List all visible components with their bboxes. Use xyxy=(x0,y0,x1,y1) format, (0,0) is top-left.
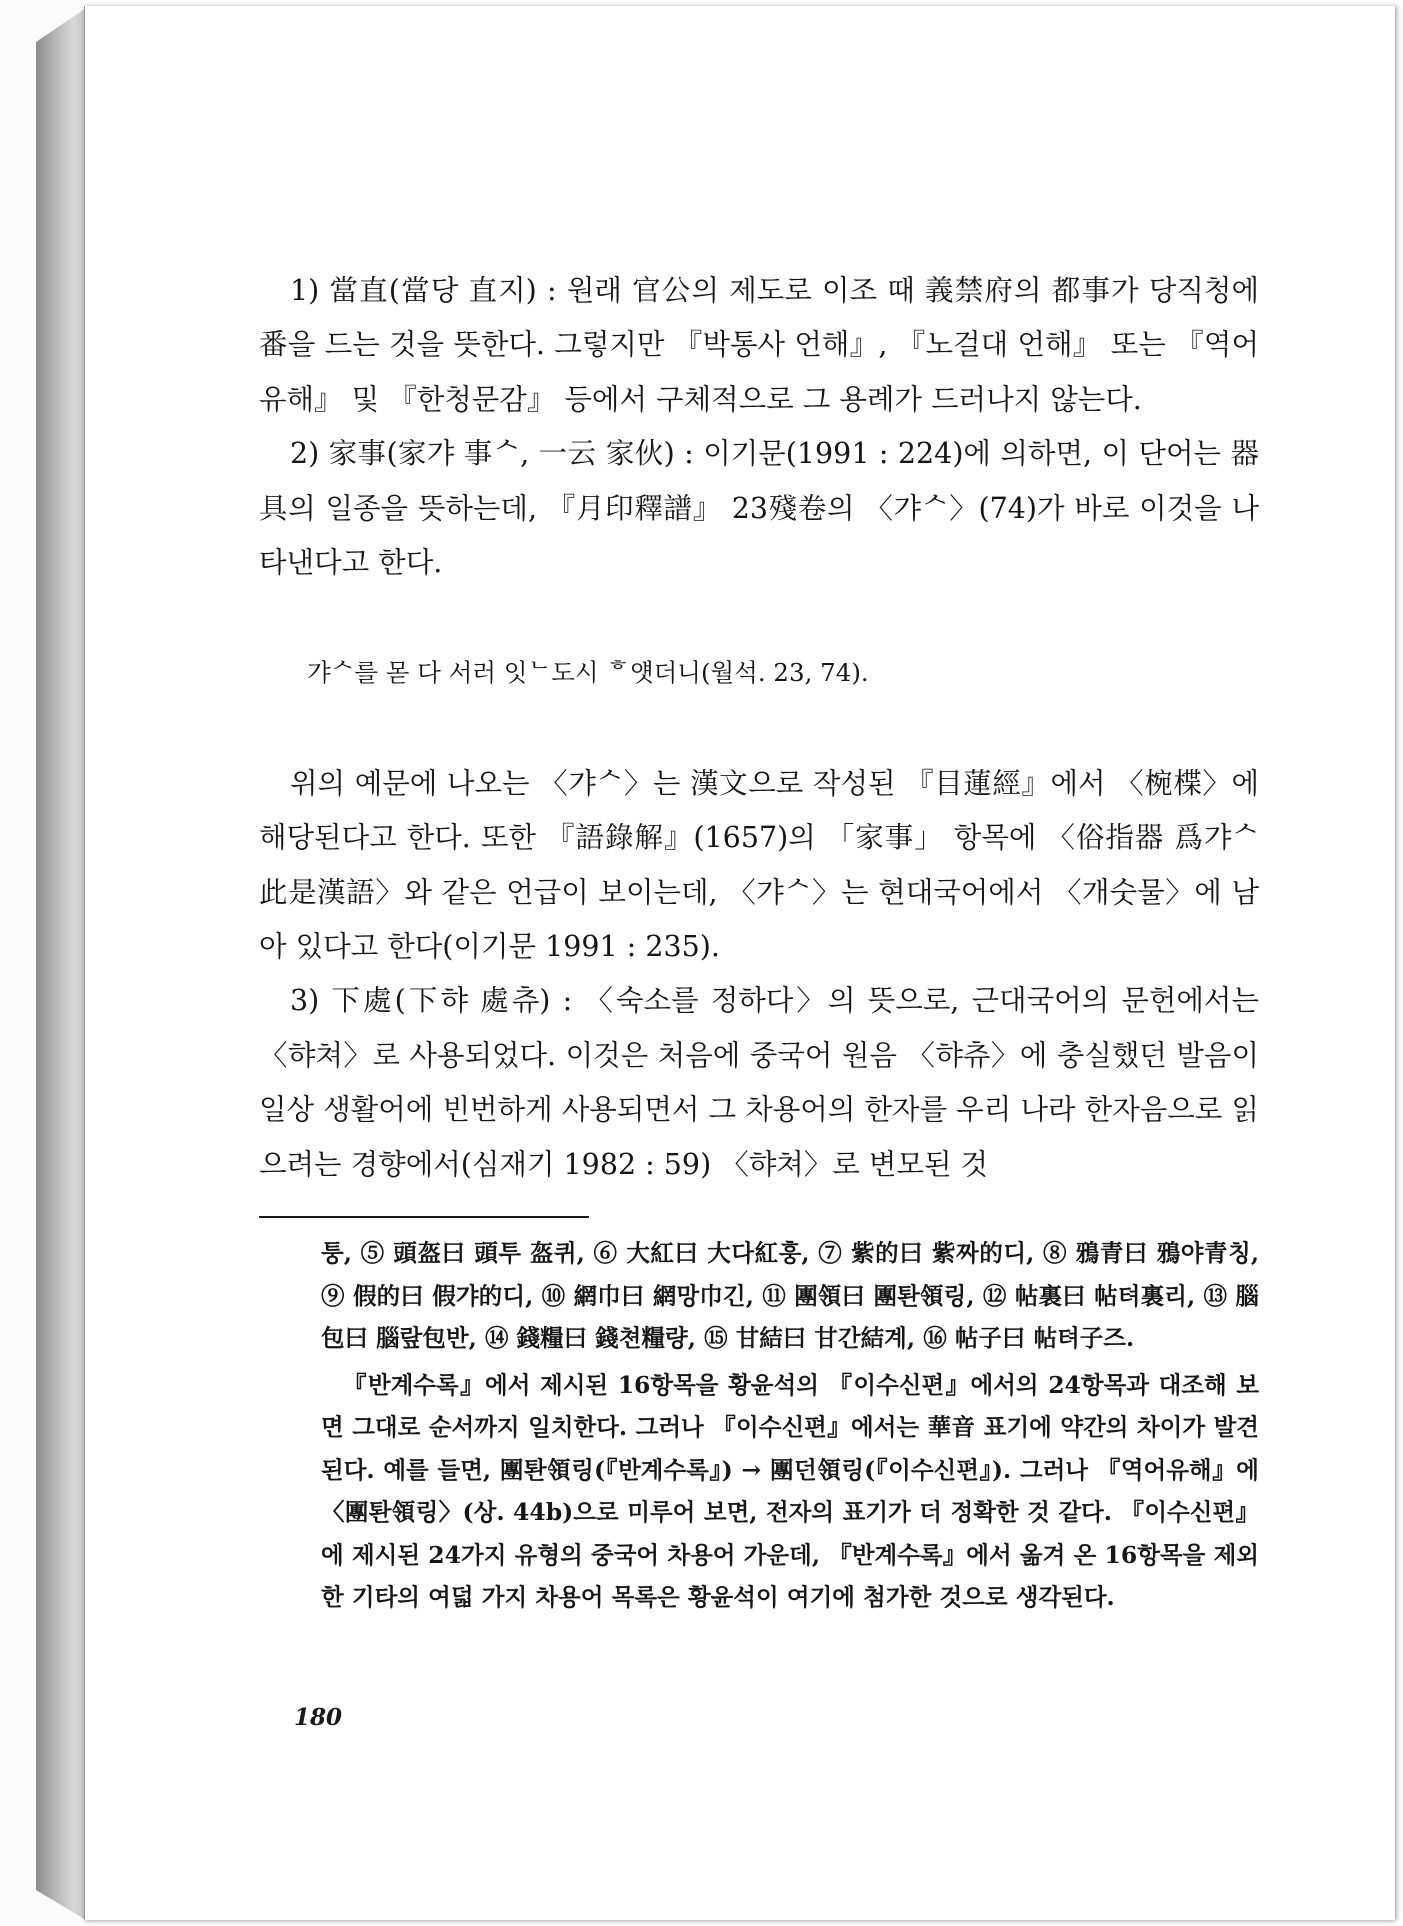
book-page xyxy=(84,6,1395,1920)
book-spine xyxy=(36,8,86,1920)
footnotes xyxy=(321,1232,1259,1619)
quoted-example: 갸ᄉ를 몯 다 서러 잇ᄂ도시 ᄒ얫더니(월석. 23, 74). xyxy=(307,658,869,688)
paragraph-gasa-explanation: 위의 예문에 나오는 〈갸ᄉ〉는 漢文으로 작성된 『目蓮經』에서 〈椀楪〉에 해당된다고 한다. 또한 『語錄解』(1657)의 「家事」 항목에 〈俗指器 爲갸ᄉ 此是漢語〉와 같은 언급이 보이는데, 〈갸ᄉ〉는 현대국어에서 〈개숫물〉에 남아 있다고 한다(이기문 1991 : 235). xyxy=(259,766,1259,964)
footnote-divider xyxy=(259,1216,589,1218)
page-number: 180 xyxy=(294,1704,343,1731)
body-text xyxy=(259,264,1259,1192)
footnote-list: 퉁, ⑤ 頭盔曰 頭투 盔퀴, ⑥ 大紅曰 大다紅훙, ⑦ 紫的曰 紫짜的디, ⑧ 鴉青曰 鴉야青칭, ⑨ 假的曰 假갸的디, ⑩ 網巾曰 網망巾긴, ⑪ 團領曰 團퇀領링, ⑫ 帖裏曰 帖텨裏리, ⑬ 腦包曰 腦랖包반, ⑭ 錢糧曰 錢쳔糧량, ⑮ 甘結曰 甘간結계, ⑯ 帖子曰 帖텨子즈. xyxy=(321,1239,1259,1352)
paragraph-gasa: 2) 家事(家갸 事ᄉ, 一云 家伙) : 이기문(1991 : 224)에 의하면, 이 단어는 器具의 일종을 뜻하는데, 『月印釋譜』 23殘卷의 〈갸ᄉ〉(74)가 바로 이것을 나타낸다고 한다. xyxy=(259,437,1259,580)
paragraph-dangjik: 1) 當直(當당 直지) : 원래 官公의 제도로 이조 때 義禁府의 都事가 당직청에 番을 드는 것을 뜻한다. 그렇지만 『박통사 언해』, 『노걸대 언해』 또는 『역어유해』 및 『한청문감』 등에서 구체적으로 그 용례가 드러나지 않는다. xyxy=(259,274,1259,416)
footnote-comparison: 『반계수록』에서 제시된 16항목을 황윤석의 『이수신편』에서의 24항목과 대조해 보면 그대로 순서까지 일치한다. 그러나 『이수신편』에서는 華音 표기에 약간의 차이가 발견된다. 예를 들면, 團퇀領링(『반계수록』) → 團던領링(『이수신편』). 그러나 『역어유해』에 〈團퇀領링〉(상. 44b)으로 미루어 보면, 전자의 표기가 더 정확한 것 같다. 『이수신편』에 제시된 24가지 유형의 중국어 차용어 가운데, 『반계수록』에서 옮겨 온 16항목을 제외한 기타의 여덟 가지 차용어 목록은 황윤석이 여기에 첨가한 것으로 생각된다. xyxy=(321,1370,1259,1611)
paragraph-hacheo: 3) 下處(下햐 處츄) : 〈숙소를 정하다〉의 뜻으로, 근대국어의 문헌에서는 〈햐쳐〉로 사용되었다. 이것은 처음에 중국어 원음 〈햐츄〉에 충실했던 발음이 일상 생활어에 빈번하게 사용되면서 그 차용어의 한자를 우리 나라 한자음으로 읽으려는 경향에서(심재기 1982 : 59) 〈햐쳐〉로 변모된 것 xyxy=(259,984,1259,1181)
